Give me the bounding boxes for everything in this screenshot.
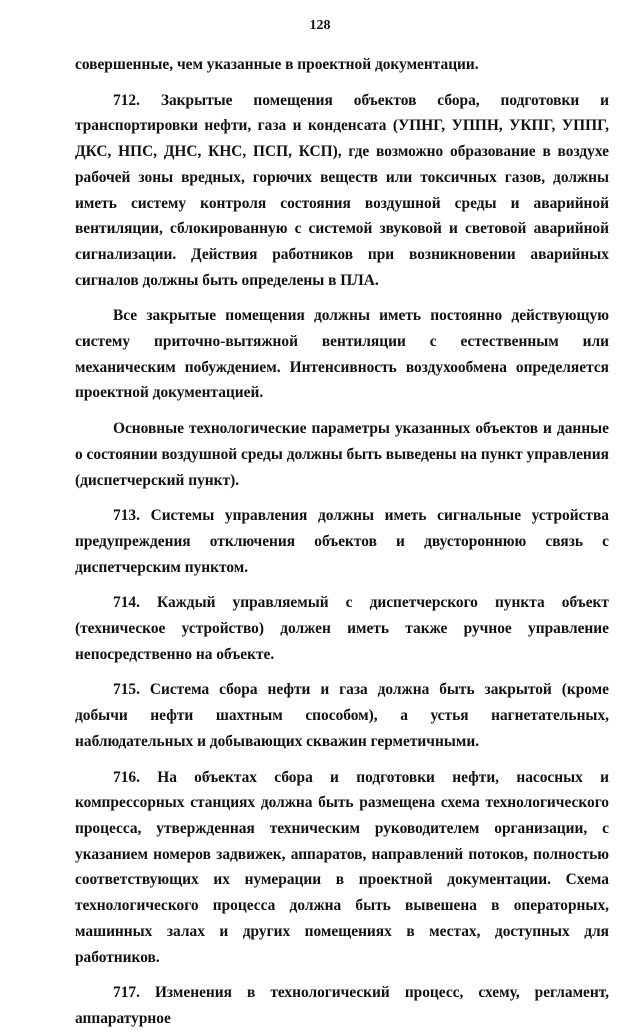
paragraph-715: 715. Система сбора нефти и газа должна быть закрытой (кроме добычи нефти шахтным способом), а устья нагнетательных, наблюдательных и добывающих скважин герметичными. (75, 681, 609, 750)
paragraph-716: 716. На объектах сбора и подготовки нефти, насосных и компрессорных станциях должна быть размещена схема технологического процесса, утвержденная техническим руководителем организации, с указанием номеров задвижек, аппаратов, направлений потоков, полностью соответствующих их нумерации в проектной документации. Схема технологического процесса должна быть вывешена в операторных, машинных залах и других помещениях в местах, доступных для работников. (75, 768, 609, 966)
document-body (75, 52, 609, 1032)
paragraph-ventilation: Все закрытые помещения должны иметь постоянно действующую систему приточно-вытяжной вентиляции с естественным или механическим побуждением. Интенсивность воздухообмена определяется проектной документацией. (75, 307, 609, 402)
paragraph-713: 713. Системы управления должны иметь сигнальные устройства предупреждения отключения объектов и двустороннюю связь с диспетчерским пунктом. (75, 507, 609, 576)
paragraph-717: 717. Изменения в технологический процесс, схему, регламент, аппаратурное (75, 984, 609, 1027)
paragraph-714: 714. Каждый управляемый с диспетчерского пункта объект (техническое устройство) должен иметь также ручное управление непосредственно на объекте. (75, 594, 609, 663)
paragraph-712: 712. Закрытые помещения объектов сбора, подготовки и транспортировки нефти, газа и конденсата (УПНГ, УППН, УКПГ, УППГ, ДКС, НПС, ДНС, КНС, ПСП, КСП), где возможно образование в воздухе рабочей зоны вредных, горючих веществ или токсичных газов, должны иметь систему контроля состояния воздушной среды и аварийной вентиляции, сблокированную с системой звуковой и световой аварийной сигнализации. Действия работников при возникновении аварийных сигналов должны быть определены в ПЛА. (75, 91, 609, 289)
paragraph-parameters: Основные технологические параметры указанных объектов и данные о состоянии воздушной среды должны быть выведены на пункт управления (диспетчерский пункт). (75, 420, 609, 489)
paragraph-continuation: совершенные, чем указанные в проектной документации. (75, 56, 479, 73)
page-number: 128 (309, 18, 331, 33)
